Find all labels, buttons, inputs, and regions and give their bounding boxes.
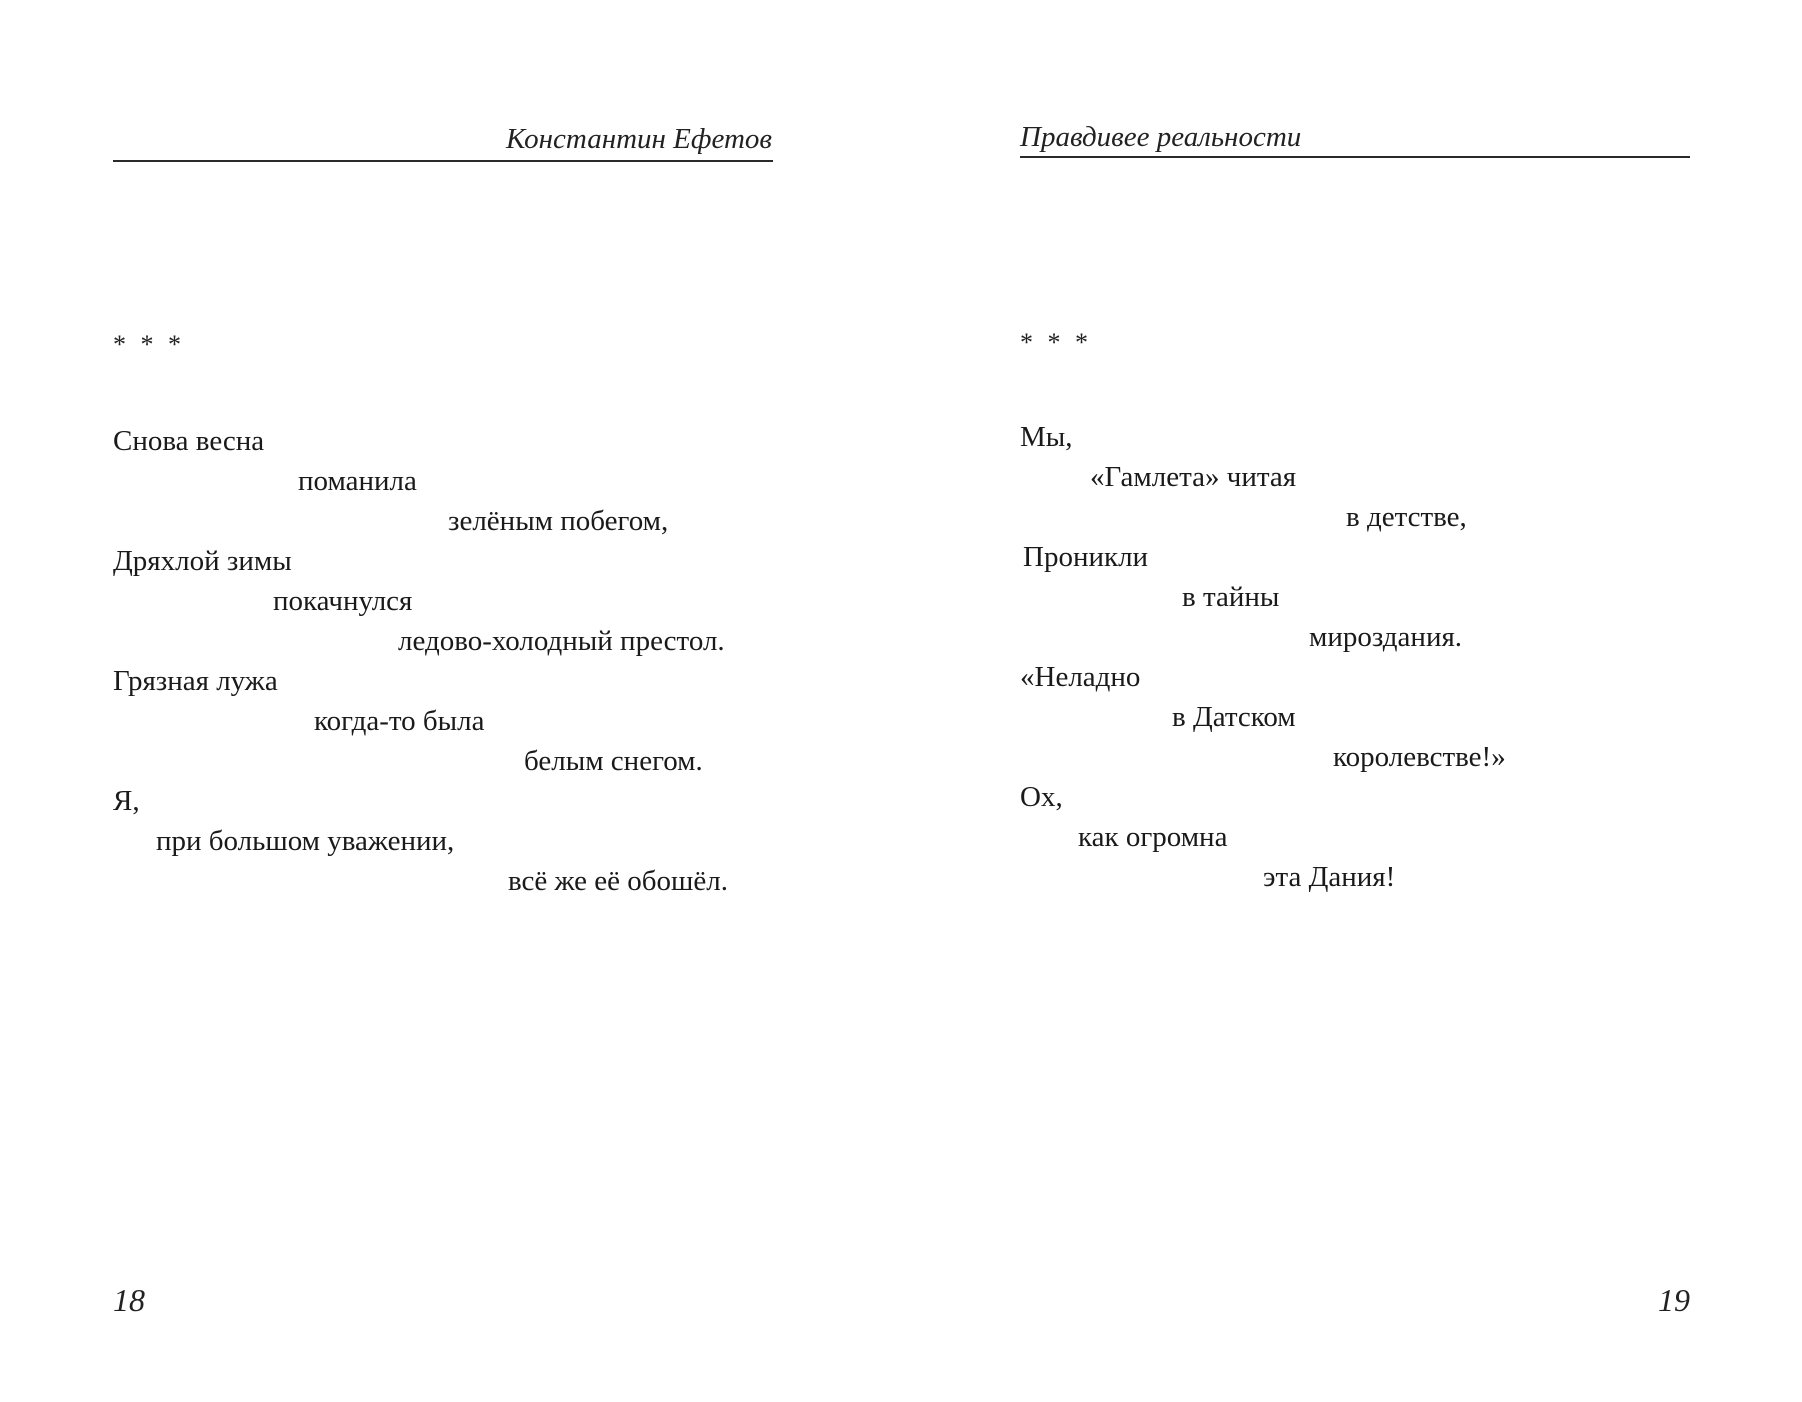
- header-rule: [1020, 156, 1690, 158]
- poem-line: Дряхлой зимы: [113, 545, 292, 577]
- left-page: [0, 0, 900, 1402]
- poem-line: «Гамлета» читая: [1090, 461, 1297, 493]
- poem-line: ледово-холодный престол.: [398, 625, 725, 657]
- poem-line: когда-то была: [314, 705, 485, 737]
- section-separator: * * *: [113, 330, 185, 359]
- poem-line: мироздания.: [1309, 621, 1463, 653]
- poem-line: Ох,: [1020, 781, 1063, 813]
- poem-line: королевстве!»: [1333, 741, 1506, 773]
- poem-line: зелёным побегом,: [448, 505, 669, 537]
- poem-line: при большом уважении,: [156, 825, 455, 857]
- section-separator: * * *: [1020, 328, 1092, 357]
- running-head-author: Константин Ефетов: [506, 123, 772, 155]
- poem-line: Проникли: [1023, 541, 1149, 573]
- poem-line: в Датском: [1172, 701, 1296, 733]
- running-head-title: Правдивее реальности: [1020, 121, 1302, 153]
- poem-line: «Неладно: [1020, 661, 1141, 693]
- poem-line: белым снегом.: [524, 745, 703, 777]
- poem-line: Я,: [113, 785, 140, 817]
- poem-line: эта Дания!: [1263, 861, 1396, 893]
- header-rule: [113, 160, 773, 162]
- poem-line: Грязная лужа: [113, 665, 278, 697]
- poem-line: в детстве,: [1346, 501, 1467, 533]
- poem-line: поманила: [298, 465, 417, 497]
- poem-line: всё же её обошёл.: [508, 865, 728, 897]
- page-number: 18: [113, 1282, 145, 1318]
- poem-line: в тайны: [1182, 581, 1280, 613]
- poem-line: как огромна: [1078, 821, 1228, 853]
- page-number: 19: [1658, 1282, 1690, 1318]
- poem-line: Мы,: [1020, 421, 1073, 453]
- poem-line: покачнулся: [273, 585, 413, 617]
- right-page: [900, 0, 1802, 1402]
- poem-line: Снова весна: [113, 425, 265, 457]
